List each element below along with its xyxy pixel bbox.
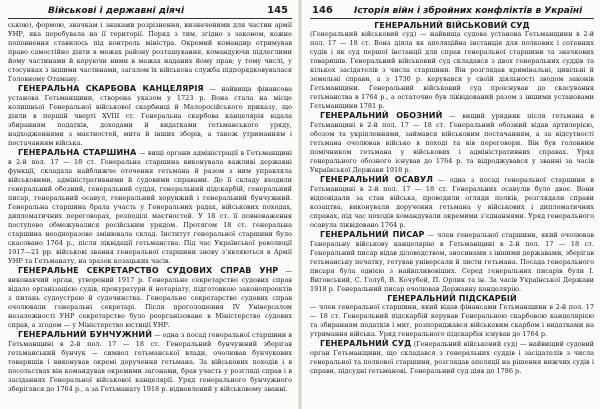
entry-headword: ГЕНЕРАЛЬНИЙ ВІЙСЬКОВИЙ СУД	[374, 21, 530, 30]
entry-definition: — вищий урядник після гетьмана в Гетьманщині в 2-й пол. 17 — 18 ст. Генеральний обозний відав артилерією, обозом та укріпленнями, займався військовим постачанням, а за відсутності гетьмана очолював військо в поході та вів переговори. Він був головним помічником гетьмана у військових і адміністративних справах. Уряд генерального обозного існував до 1764 р. та відроджувався у званні за часів Української Держави 1918 р.	[310, 112, 594, 174]
entry-headword: ГЕНЕРАЛЬНЕ СЕКРЕТАРСТВО СУДОВИХ СПРАВ УНР	[18, 266, 279, 275]
left-page-text	[8, 21, 292, 394]
dictionary-entry	[8, 266, 292, 330]
entry-definition: (Генеральний військовий суд) — найвища судова установа Гетьманщини в 2-й пол. 17 — 18 ст. Вона діяла як апеляційна інстанція для полкових і сотенних судів і як суд першої інстанції для справ генеральної старшини та значкових товаришів. Генеральний військовий суд складався з двох генеральних суддів та кількох засідателів з числа старшини. Він розглядав кримінальні, цивільні й земельні справи, а з 1730 р. керувався у своїй діяльності зводом законів Гетьманщини. Генеральний військовий суд проіснував до скасування гетьманства в 1764 р., а остаточно був ліквідований разом з іншими установами Гетьманщини 1781 р.	[310, 30, 594, 110]
left-page-number: 145	[267, 5, 288, 16]
entry-headword: ГЕНЕРАЛЬНИЙ ОБОЗНИЙ	[320, 111, 443, 120]
entry-headword: ГЕНЕРАЛЬНИЙ БУНЧУЖНИЙ	[18, 330, 152, 339]
right-running-title: Історія війн і збройних конфліктів в Україні	[354, 6, 583, 16]
entry-headword: ГЕНЕРАЛЬНИЙ СУД	[320, 339, 412, 348]
entry-definition: — член генеральної старшини, який відав фінансами Гетьманщини в 2-й пол. 17 — 18 ст. Генеральний підскарбій керував Генеральною скарбовою канцелярією та збиранням податків і мит, розпоряджався військовим скарбом і видатками на утримання війська. Уряд генерального підскарбія існував до 1764 р.	[310, 303, 594, 338]
dictionary-entry	[310, 339, 594, 376]
left-running-head	[8, 4, 292, 19]
entry-definition: (Генеральний військовий суд) — найвищий судовий орган Гетьманщини, що складався з генеральних суддів і засідателів з числа генеральної та полкової старшини, розглядав апеляції на рішення нижчих судів і справи, підсудні гетьманові. Генеральний суд діяв до 1786 р.	[310, 340, 594, 375]
dictionary-entry	[310, 111, 594, 175]
paragraph-text: ською), формою, значкам і знаками розрізнення, визначеними для частин армії УНР, яка перебувала на її території. Поряд з тим, згідно з законом, кожне поповнення ставилось під контроль міністра. Окремий командир отримував право самостійно діяти в межах району розташування, командуючи підлеглими йому частинами й керуючи ними в межах наданих йому прав; у тому числі, у стосунках з іншими частинами, загалом їх військова служба підпорядковувалася Головному Отаману.	[8, 21, 292, 83]
entry-definition: — член генеральної старшини, який очолював Генеральну військову канцелярію в Гетьманщині в 2-й пол. 17 — 18 ст. Генеральний писар відав діловодством, зносинами з іншими державами, зберігав гетьманську печатку, готував універсали й листи гетьмана. Посада генерального писаря була однією з найвпливовіших. Серед генеральних писарів були І. Виговський, С. Голуб, В. Кочубей, П. Орлик та ін. За часів Української Держави 1918 р. Генеральний писар очолював Державну канцелярію.	[310, 231, 594, 293]
dictionary-entry	[310, 230, 594, 294]
dictionary-entry	[310, 294, 594, 339]
right-running-head	[310, 4, 594, 19]
entry-definition: — найвища фінансова установа Гетьманщини, створена указом у 1723 р. Вона стала на місце колишньої Генеральної військової скарбниці й Малоросійського приказу, що діяли в першій чверті XVIII ст. Генеральна скарбова канцелярія відала збиранням податків, доходами й видатками гетьманського уряду, надходженнями з маєтностей, мита й інших зборів, а також утриманням і постачанням війська.	[8, 85, 292, 147]
continued-paragraph	[8, 21, 292, 84]
dictionary-entry	[310, 21, 594, 111]
entry-headword: ГЕНЕРАЛЬНИЙ ПІДСКАРБІЙ	[387, 294, 517, 303]
entry-headword: ГЕНЕРАЛЬНИЙ ПИСАР	[320, 230, 425, 239]
entry-definition: — одна з посад генеральної старшини в Гетьманщині в 2-й пол. 17 — 18 ст. Генеральний бунчужний зберігав гетьманський бунчук — символ гетьманської влади, очолював бунчукових товаришів і виконував окремі доручення гетьмана. За військових походів і в посольствах він командував окремими загонами, брав участь у розгляді справ і в засіданнях Генеральної військової канцелярії. Уряд генерального бунчужного зберігався до 1764 р., а за Гетьманату 1918 р. відновлений у військовому званні.	[8, 331, 293, 393]
dictionary-entry	[8, 148, 292, 266]
left-running-title: Військові і державні діячі	[48, 6, 185, 16]
right-page-text	[310, 21, 594, 376]
right-page	[300, 0, 600, 409]
dictionary-entry	[310, 175, 594, 230]
entry-headword: ГЕНЕРАЛЬНА СТАРШИНА	[18, 148, 137, 157]
entry-headword: ГЕНЕРАЛЬНИЙ ОСАВУЛ	[320, 175, 433, 184]
right-page-number: 146	[312, 5, 333, 16]
entry-headword: ГЕНЕРАЛЬНА СКАРБОВА КАНЦЕЛЯРІЯ	[18, 84, 204, 93]
entry-definition: — вищі органи адміністрації в Гетьманщині в 2-й пол. 17 — 18 ст. Генеральна старшина виконувала важливі державні функції, складала найближче оточення гетьмана й разом з ним управляла військовими, адміністративними й судовими справами. До її складу входили генеральний обозний, генеральний суддя, генеральний підскарбій, генеральний писар, генеральний осавул, генеральний хорунжий і генеральний бунчужний. Генеральна старшина брала участь у Генеральних радах, військових походах, дипломатичних переговорах, розподілі маєтностей. У 18 ст. її повноваження поступово обмежувалися російським урядом. Протягом 18 ст. генеральна старшина неодноразово змінювала склад. Інститут генеральної старшини було скасовано 1764 р., після ліквідації гетьманства. Під час Української революції 1917—21 рр. військові звання генеральної старшини знову з’являються в Армії УНР та Гетьманату, на зразок козацьких часів.	[8, 149, 292, 265]
dictionary-entry	[8, 84, 292, 148]
entry-definition: — одна з посад генеральної старшини в Гетьманщині в 2-й пол. 17 — 18 ст. Генеральних осавулів було двоє. Вони відповідали за стан війська, проводили огляди полків, розглядали справи козацтва, виконували доручення гетьмана у військових і дипломатичних справах, під час походів командували окремими з’єднаннями. Уряд генерального осавула ліквідовано 1764 р.	[310, 176, 595, 229]
dictionary-entry	[8, 330, 292, 394]
entry-definition: — виконавчий орган, утворений 1917 р. Генеральне секретарство судових справ відало організацією судів, прокуратури й нотаріату, підготовкою законопроектів з питань судоустрою й судочинства. Генеральне секретарство судових справ очолювали генеральні секретарі. Після проголошення IV Універсалом незалежності УНР секретарство було реорганізоване в Міністерство судових справ, а згодом — у Міністерство юстиції УНР.	[8, 267, 292, 329]
